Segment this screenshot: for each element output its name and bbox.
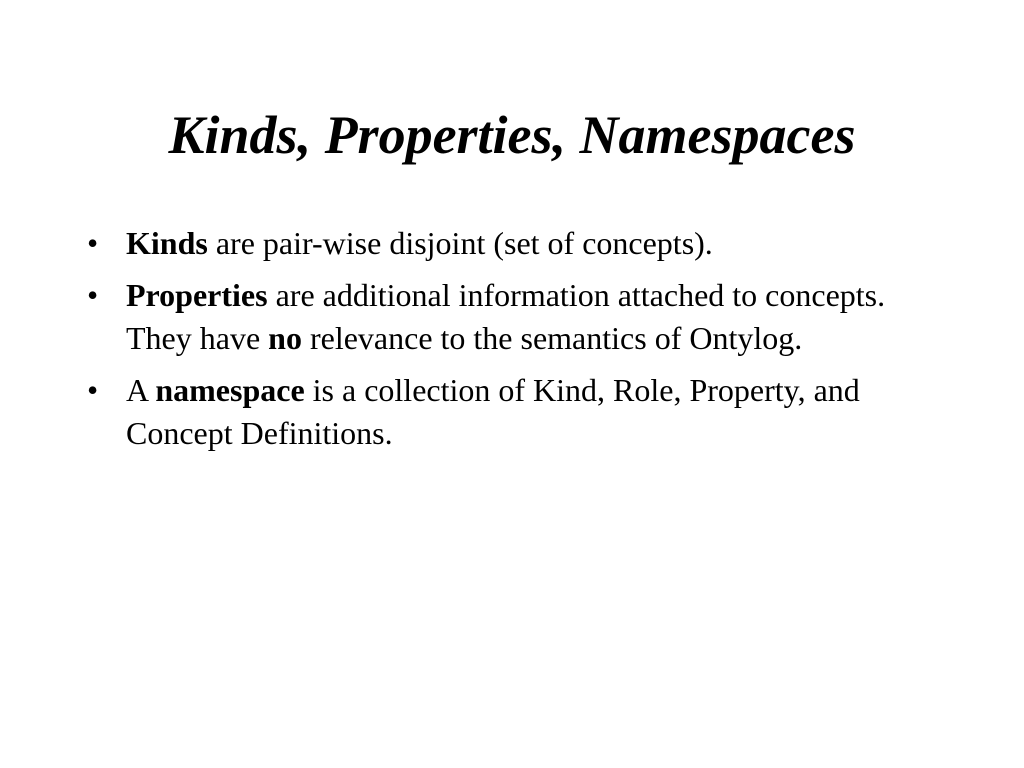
bullet-list (82, 222, 952, 464)
bullet-text: are pair-wise disjoint (set of concepts). (207, 225, 713, 261)
term-properties: Properties (126, 277, 268, 313)
emphasis-no: no (268, 320, 302, 356)
bullet-text: are additional information attached to concepts. They have (126, 277, 886, 356)
bullet-item-properties (82, 274, 952, 360)
bullet-icon: • (87, 372, 99, 408)
bullet-item-kinds (82, 222, 952, 265)
bullet-icon: • (87, 277, 99, 313)
bullet-icon: • (87, 225, 99, 261)
bullet-text: relevance to the semantics of Ontylog. (301, 320, 803, 356)
term-kinds: Kinds (126, 225, 208, 261)
bullet-text: is a collection of Kind, Role, Property, and Concept Definitions. (126, 372, 860, 451)
slide-title: Kinds, Properties, Namespaces (168, 105, 856, 165)
bullet-item-namespace (82, 369, 952, 455)
bullet-text: A (126, 372, 156, 408)
term-namespace: namespace (155, 372, 305, 408)
